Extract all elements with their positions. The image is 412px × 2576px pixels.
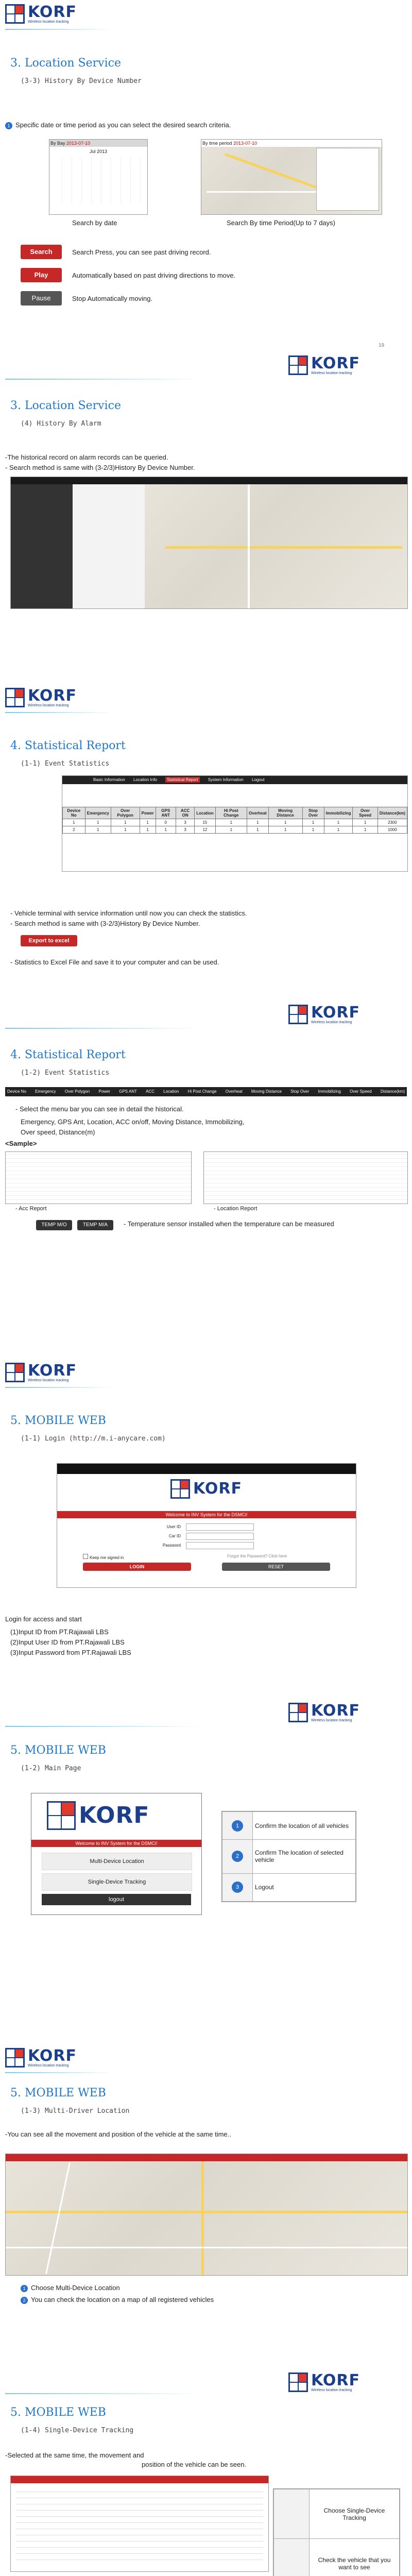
korf-logo xyxy=(288,2372,360,2392)
number-1-icon: 1 xyxy=(232,1820,243,1832)
reset-button[interactable]: RESET xyxy=(222,1563,330,1571)
calendar-month: Jul 2013 xyxy=(89,149,108,154)
logo-tagline: Wireless location tracking xyxy=(311,1718,352,1722)
search-button[interactable]: Search xyxy=(21,245,62,259)
logo-name: KORF xyxy=(79,1802,150,1828)
login-line-1: (1)Input ID from PT.Rajawali LBS xyxy=(10,1628,109,1636)
logo-tagline: Wireless location tracking xyxy=(28,20,69,24)
menu-item[interactable]: Hi Post Change xyxy=(187,1089,217,1094)
single-device-button[interactable]: Single-Device Tracking xyxy=(42,1873,192,1891)
header-rule xyxy=(5,2072,113,2073)
number-2-icon: 2 xyxy=(21,2297,28,2304)
page-subtitle: (1-2) Main Page xyxy=(21,1765,81,1772)
logo-tagline: Wireless location tracking xyxy=(311,1020,352,1024)
caption-acc: - Acc Report xyxy=(15,1206,47,1212)
number-1-icon: 1 xyxy=(21,2285,28,2292)
single-device-list-screenshot[interactable] xyxy=(10,2476,269,2572)
menu-item[interactable]: Moving Distance xyxy=(251,1089,282,1094)
menu-item[interactable]: Over Polygon xyxy=(64,1089,90,1094)
report-menu-bar[interactable] xyxy=(5,1087,407,1096)
korf-logo-mark-icon xyxy=(288,1005,308,1024)
single-line-1: -Selected at the same time, the movement and xyxy=(5,2451,144,2459)
page-title: 3. Location Service xyxy=(10,57,121,70)
legend-1: Confirm the location of all vehicles xyxy=(253,1812,356,1840)
number-2-icon: 2 xyxy=(232,1851,243,1862)
menu-item[interactable]: Distance(km) xyxy=(380,1089,405,1094)
pause-button[interactable]: Pause xyxy=(21,291,62,306)
page-title: 4. Statistical Report xyxy=(10,1048,126,1061)
mobile-login-screenshot[interactable] xyxy=(57,1463,356,1588)
play-desc: Automatically based on past driving directions to move. xyxy=(72,272,236,279)
temp-ma-button[interactable]: TEMP M/A xyxy=(77,1220,113,1230)
korf-logo xyxy=(288,1005,360,1024)
korf-logo xyxy=(288,355,360,375)
header-rule xyxy=(5,29,113,30)
menu-item[interactable]: Location xyxy=(163,1089,179,1094)
logo-name: KORF xyxy=(311,1003,360,1022)
legend-3: Logout xyxy=(253,1873,356,1902)
pause-desc: Stop Automatically moving. xyxy=(72,295,153,302)
stats-line-2: - Search method is same with (3-2/3)History By Device Number. xyxy=(10,920,200,927)
list-topbar xyxy=(11,2476,268,2483)
login-line-3: (3)Input Password from PT.Rajawali LBS xyxy=(10,1649,131,1656)
user-id-input[interactable] xyxy=(186,1523,254,1531)
forgot-link[interactable]: Forgot the Password? Click here xyxy=(227,1554,287,1558)
section-rule xyxy=(5,1028,201,1029)
login-line-0: Login for access and start xyxy=(5,1615,82,1623)
korf-logo-mark-icon xyxy=(288,355,308,375)
korf-logo-mark-icon xyxy=(5,4,25,24)
caption-location: - Location Report xyxy=(214,1206,258,1212)
alarm-map[interactable] xyxy=(145,484,407,608)
logo-tagline: Wireless location tracking xyxy=(311,371,352,375)
korf-logo-mark-icon xyxy=(170,1479,190,1499)
logo-tagline: Wireless location tracking xyxy=(28,1378,69,1382)
bullet-icon: 1 xyxy=(5,122,12,129)
logo-name: KORF xyxy=(28,686,77,705)
login-button[interactable]: LOGIN xyxy=(83,1563,191,1571)
temp-desc: - Temperature sensor installed when the temperature can be measured xyxy=(124,1220,334,1228)
multi-note-1: 1 Choose Multi-Device Location xyxy=(21,2284,120,2292)
user-id-label: User ID xyxy=(166,1524,181,1529)
korf-logo xyxy=(5,4,77,24)
caption-period: Search By time Period(Up to 7 days) xyxy=(227,219,335,227)
stats-line-3: - Statistics to Excel File and save it to your computer and can be used. xyxy=(10,958,219,966)
map-by-period[interactable] xyxy=(201,139,382,215)
korf-logo-mark-icon xyxy=(47,1801,76,1830)
page-title: 5. MOBILE WEB xyxy=(10,1744,106,1757)
calendar-grid[interactable] xyxy=(53,157,144,204)
korf-logo-mark-icon xyxy=(288,2372,308,2392)
period-calendar[interactable] xyxy=(316,148,379,211)
section-rule xyxy=(5,1726,201,1727)
menu-item[interactable]: Overheat xyxy=(225,1089,243,1094)
multi-line-1: -You can see all the movement and position of the vehicle at the same time.. xyxy=(5,2130,231,2138)
logo-tagline: Wireless location tracking xyxy=(311,2388,352,2392)
korf-logo xyxy=(5,2048,77,2067)
logo-name: KORF xyxy=(28,2046,77,2065)
menu-item[interactable]: Power xyxy=(98,1089,111,1094)
temp-mo-button[interactable]: TEMP M/O xyxy=(36,1220,72,1230)
alarm-list[interactable] xyxy=(73,484,145,608)
header-rule xyxy=(5,712,113,713)
page-title: 5. MOBILE WEB xyxy=(10,2406,106,2419)
korf-logo-mark-icon xyxy=(288,1703,308,1722)
intro-line: 1 Specific date or time period as you can select the desired search criteria. xyxy=(5,121,231,129)
checkbox-icon[interactable] xyxy=(83,1554,88,1559)
main-logo xyxy=(47,1801,149,1830)
map-topbar xyxy=(6,2154,407,2161)
page-subtitle: (1-1) Login (http://m.i-anycare.com) xyxy=(21,1435,166,1443)
page-title: 5. MOBILE WEB xyxy=(10,2087,106,2099)
legend-2: Check the vehicle that you want to see xyxy=(310,2539,400,2576)
logo-name: KORF xyxy=(28,3,77,21)
export-excel-button[interactable]: Export to excel xyxy=(21,935,77,946)
menu-item[interactable]: Emergency xyxy=(35,1089,56,1094)
section-rule xyxy=(5,379,201,380)
logo-name: KORF xyxy=(311,1701,360,1720)
page-number: 19 xyxy=(379,343,385,348)
logo-tagline: Wireless location tracking xyxy=(28,703,69,707)
page-title: 5. MOBILE WEB xyxy=(10,1414,106,1427)
multi-device-button[interactable]: Multi-Device Location xyxy=(42,1853,192,1870)
menu-item[interactable]: Device No xyxy=(7,1089,26,1094)
calendar-header: By Bay 2013-07-10 xyxy=(49,140,147,147)
single-tracking-legend xyxy=(273,2488,400,2576)
main-page-legend xyxy=(221,1811,356,1902)
logo-name: KORF xyxy=(28,1361,77,1380)
menu-item[interactable]: Over Speed xyxy=(349,1089,372,1094)
logo-name: KORF xyxy=(311,2371,360,2389)
mobile-main-screenshot[interactable] xyxy=(31,1793,202,1915)
alarm-line-2: - Search method is same with (3-2/3)History By Device Number. xyxy=(5,464,195,471)
login-line-2: (2)Input User ID from PT.Rajawali LBS xyxy=(10,1638,125,1646)
menu-item[interactable]: Stop Over xyxy=(290,1089,310,1094)
alarm-history-screenshot[interactable] xyxy=(10,477,408,609)
caption-date: Search by date xyxy=(72,219,117,227)
page-subtitle: (1-4) Single-Device Tracking xyxy=(21,2427,134,2434)
multi-note-2: 2 You can check the location on a map of all registered vehicles xyxy=(21,2296,214,2304)
main-welcome: Welcome to INV System for the DSMCi! xyxy=(31,1840,201,1847)
car-id-label: Car ID xyxy=(168,1534,181,1538)
table-header-row: Device No Emergency Over Polygon Power GPS ANT ACC ON Location Hi Post Change Overheat Moving Distance Stop Over Immobilizing Over Speed Distance(km) xyxy=(63,807,407,819)
sample-label: <Sample> xyxy=(5,1140,37,1147)
event-stats-table xyxy=(62,807,407,834)
menu-item[interactable]: GPS ANT xyxy=(119,1089,137,1094)
password-label: Password xyxy=(162,1543,181,1548)
korf-logo-mark-icon xyxy=(5,1363,25,1382)
password-input[interactable] xyxy=(186,1542,254,1549)
page-subtitle: (1-3) Multi-Driver Location xyxy=(21,2107,130,2115)
logout-button[interactable]: logout xyxy=(42,1894,191,1905)
period-header: By time period 2013-07-10 xyxy=(201,140,382,147)
number-3-icon: 3 xyxy=(232,1882,243,1893)
alarm-sidebar[interactable] xyxy=(11,484,73,608)
stats-tabbar[interactable]: Basic Information Location Info Statistical Report System Information Logout xyxy=(62,776,407,784)
device-list[interactable] xyxy=(16,2488,263,2566)
logo-name: KORF xyxy=(311,354,360,372)
page-subtitle: (4) History By Alarm xyxy=(21,420,101,428)
report-line-1: - Select the menu bar you can see in detail the historical. xyxy=(15,1105,184,1113)
login-logo xyxy=(170,1479,242,1499)
page-subtitle: (1-2) Event Statistics xyxy=(21,1069,110,1077)
car-id-input[interactable] xyxy=(186,1533,254,1540)
menu-item[interactable]: ACC xyxy=(146,1089,154,1094)
search-desc: Search Press, you can see past driving record. xyxy=(72,248,211,256)
event-stats-screenshot[interactable] xyxy=(62,775,408,872)
login-welcome: Welcome to INV System for the DSMCi! xyxy=(57,1511,356,1518)
korf-logo-mark-icon xyxy=(5,2048,25,2067)
logo-name: KORF xyxy=(193,1480,242,1498)
table-row: 2 1 1 1 1 3 12 1 1 1 1 1 1 1000 xyxy=(63,826,407,834)
play-button[interactable]: Play xyxy=(21,268,62,282)
korf-logo-mark-icon xyxy=(5,688,25,707)
keep-signed-in[interactable]: Keep me signed in xyxy=(83,1554,124,1560)
legend-1: Choose Single-Device Tracking xyxy=(310,2489,400,2539)
page-title: 4. Statistical Report xyxy=(10,739,126,752)
acc-report-screenshot[interactable] xyxy=(5,1151,192,1204)
section-rule xyxy=(5,2393,201,2394)
legend-2: Confirm The location of selected vehicle xyxy=(253,1840,356,1873)
page-title: 3. Location Service xyxy=(10,399,121,412)
table-row: 1 1 1 1 0 3 15 1 1 1 1 1 1 2300 xyxy=(63,819,407,826)
report-line-2: Emergency, GPS Ant, Location, ACC on/off, Moving Distance, Immobilizing, xyxy=(21,1118,245,1126)
page-subtitle: (1-1) Event Statistics xyxy=(21,760,110,768)
single-line-2: position of the vehicle can be seen. xyxy=(142,2461,247,2468)
header-rule xyxy=(5,1387,113,1388)
location-report-screenshot[interactable] xyxy=(203,1151,408,1204)
alarm-topbar xyxy=(11,477,407,484)
stats-line-1: - Vehicle terminal with service information until now you can check the statistics. xyxy=(10,909,247,917)
korf-logo xyxy=(288,1703,360,1722)
multi-device-map[interactable] xyxy=(5,2154,408,2276)
report-line-3: Over speed, Distance(m) xyxy=(21,1128,95,1136)
page-subtitle: (3-3) History By Device Number xyxy=(21,77,142,85)
korf-logo xyxy=(5,688,77,707)
calendar-by-date[interactable] xyxy=(49,139,148,215)
korf-logo xyxy=(5,1363,77,1382)
alarm-line-1: -The historical record on alarm records can be queried. xyxy=(5,453,168,461)
menu-item[interactable]: Immobilizing xyxy=(318,1089,341,1094)
logo-tagline: Wireless location tracking xyxy=(28,2063,69,2067)
